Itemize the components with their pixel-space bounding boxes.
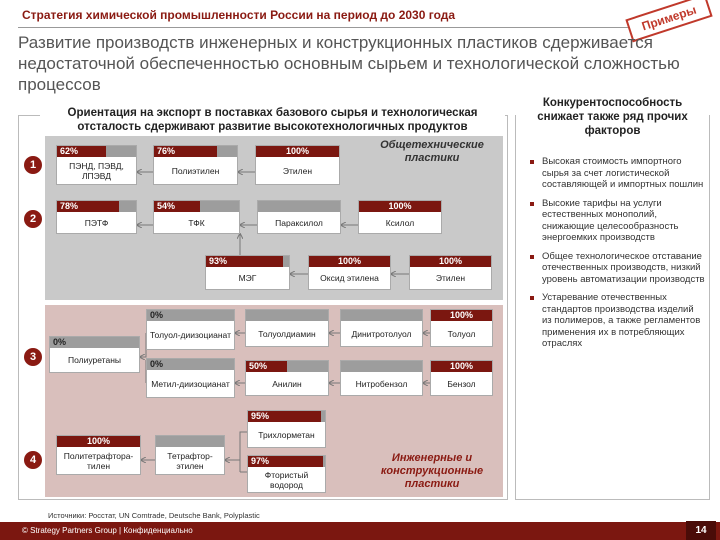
page-number: 14 (686, 521, 716, 540)
product-ethylene-2 (409, 255, 492, 290)
product-name: Динитротолуол (351, 328, 412, 339)
capacity-percent: 54% (157, 201, 176, 211)
capacity-percent: 76% (157, 146, 176, 156)
product-tpa (153, 200, 240, 234)
capacity-bar (431, 361, 492, 372)
examples-stamp: Примеры (625, 0, 712, 42)
product-name: Нитробензол (355, 378, 408, 389)
capacity-bar (147, 310, 234, 321)
product-tdi (146, 309, 235, 350)
page-headline: Развитие производств инженерных и конструкционных пластиков сдерживается недостаточной обеспеченностью основным сырьем и технологической сложностью процессов (18, 33, 680, 94)
capacity-percent: 95% (251, 411, 270, 421)
capacity-bar (246, 361, 328, 372)
product-hydrogen-fluoride (247, 455, 326, 493)
product-name: Этилен (435, 273, 466, 283)
product-name: Оксид этилена (320, 273, 379, 283)
group-number-2: 2 (24, 210, 42, 228)
capacity-bar (341, 310, 422, 321)
capacity-bar (57, 201, 136, 212)
capacity-percent: 100% (86, 436, 111, 446)
product-name: ПЭТФ (84, 217, 109, 228)
product-name: Толуол (447, 328, 476, 339)
capacity-bar (248, 456, 325, 467)
capacity-percent: 50% (249, 361, 268, 371)
capacity-bar (256, 146, 339, 157)
engineering-plastics-label: Инженерные и конструкционные пластики (380, 452, 484, 490)
factor-item: Высокая стоимость импортного сырья за счет логистической составляющей и импортных пошлин (530, 156, 705, 191)
product-benzene (430, 360, 493, 396)
product-meg (205, 255, 290, 290)
capacity-percent: 93% (209, 256, 228, 266)
capacity-bar (431, 310, 492, 321)
capacity-bar (410, 256, 491, 267)
group-number-1: 1 (24, 156, 42, 174)
product-name: Параксилол (275, 217, 323, 228)
capacity-percent: 97% (251, 456, 270, 466)
product-dnt (340, 309, 423, 347)
product-ptfe (56, 435, 141, 475)
product-aniline (245, 360, 329, 396)
capacity-bar (57, 436, 140, 447)
product-nitrobenzene (340, 360, 423, 396)
capacity-percent: 100% (337, 256, 362, 266)
product-name: Толуол-диизоцианат (150, 330, 231, 340)
footer-copyright: © Strategy Partners Group | Конфиденциально (22, 526, 193, 535)
product-name: Трихлорметан (258, 429, 315, 440)
capacity-percent: 100% (449, 361, 474, 371)
capacity-bar (154, 146, 237, 157)
header-title: Стратегия химической промышленности России на период до 2030 года (22, 8, 456, 22)
product-name: Этилен (282, 165, 313, 176)
capacity-percent: 100% (388, 201, 412, 211)
capacity-bar (57, 146, 136, 157)
capacity-percent: 100% (285, 146, 310, 156)
capacity-bar (206, 256, 289, 267)
product-name: Метил-диизоцианат (151, 378, 230, 389)
group-number-3: 3 (24, 348, 42, 366)
product-name: Полиэтилен (171, 165, 220, 176)
product-ethylene (255, 145, 340, 185)
product-mdi (146, 358, 235, 398)
capacity-bar (50, 337, 139, 348)
product-pe-grades (56, 145, 137, 185)
capacity-percent: 100% (449, 310, 474, 320)
product-name: МЭГ (238, 273, 257, 283)
product-name: Бензол (447, 378, 476, 389)
product-paraxylol (257, 200, 341, 234)
capacity-bar (154, 201, 239, 212)
product-name: ТФК (188, 217, 205, 228)
capacity-percent: 62% (60, 146, 79, 156)
capacity-percent: 78% (60, 201, 79, 211)
capacity-bar (147, 359, 234, 370)
product-name: Полиуретаны (67, 355, 121, 365)
product-toluene (430, 309, 493, 347)
capacity-bar (246, 310, 328, 321)
product-trichloromethane (247, 410, 326, 448)
product-name: Толуолдиамин (258, 328, 316, 339)
general-plastics-label: Общетехнические пластики (380, 139, 484, 164)
product-name: Фтористый водород (264, 469, 309, 490)
factor-item: Общее технологическое отставание отечественных производств, низкий уровень автоматизации производств (530, 251, 705, 286)
capacity-bar (309, 256, 390, 267)
product-polyurethanes (49, 336, 140, 373)
factor-item: Высокие тарифы на услуги естественных монополий, снижающие целесообразность энергоемких производств (530, 198, 705, 244)
product-name: Ксилол (385, 217, 415, 228)
capacity-percent: 0% (150, 359, 164, 369)
product-name: Политетрафтора-тилен (63, 450, 134, 471)
capacity-bar (248, 411, 325, 422)
factors-list (530, 156, 705, 357)
capacity-percent: 0% (53, 337, 67, 347)
capacity-percent: 0% (150, 310, 164, 320)
group-number-4: 4 (24, 451, 42, 469)
product-name: Тетрафтор-этилен (167, 450, 213, 471)
product-tda (245, 309, 329, 347)
right-panel-heading: Конкурентоспособность снижает также ряд прочих факторов (537, 97, 688, 137)
factor-item: Устаревание отечественных стандартов производства изделий из полимеров, а также регламентов применения их в потребляющих отраслях (530, 292, 705, 350)
capacity-bar (156, 436, 224, 447)
capacity-bar (258, 201, 340, 212)
sources-note: Источники: Росстат, UN Comtrade, Deutsche Bank, Polyplastic (48, 511, 260, 520)
product-xylol (358, 200, 442, 234)
left-panel-heading: Ориентация на экспорт в поставках базового сырья и технологическая отсталость сдерживают развитие высокотехнологичных продуктов (40, 106, 505, 134)
product-polyethylene (153, 145, 238, 185)
capacity-bar (341, 361, 422, 372)
product-pet (56, 200, 137, 234)
capacity-bar (359, 201, 441, 212)
product-tfe (155, 435, 225, 475)
product-name: ПЭНД, ПЭВД, ЛПЭВД (69, 160, 124, 181)
product-ethylene-oxide (308, 255, 391, 290)
product-name: Анилин (272, 378, 302, 389)
capacity-percent: 100% (438, 256, 463, 266)
